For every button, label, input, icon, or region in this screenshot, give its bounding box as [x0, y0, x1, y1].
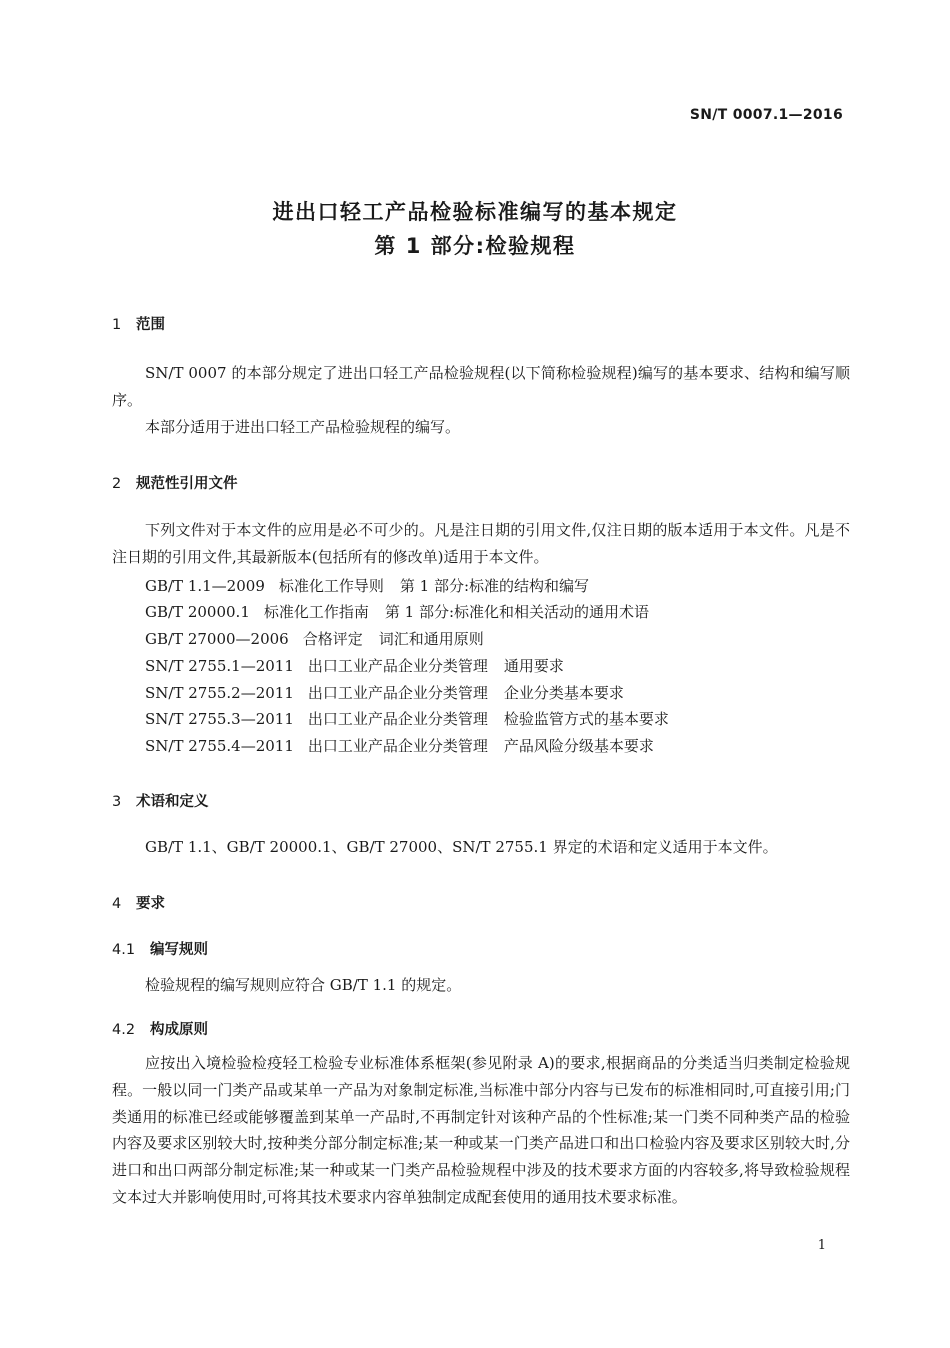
section-heading-normative-references	[112, 472, 238, 493]
reference-code: GB/T 20000.1	[145, 603, 250, 621]
section-title: 范围	[136, 317, 165, 333]
reference-title: 合格评定	[302, 630, 363, 648]
page-number: 1	[817, 1238, 826, 1253]
section-heading-requirements	[112, 892, 165, 913]
reference-part: 第 1 部分:标准的结构和编写	[399, 577, 590, 595]
scope-paragraph-2: 本部分适用于进出口轻工产品检验规程的编写。	[145, 418, 461, 436]
references-intro-paragraph: 下列文件对于本文件的应用是必不可少的。凡是注日期的引用文件,仅注日期的版本适用于本文件。凡是不注日期的引用文件,其最新版本(包括所有的修改单)适用于本文件。	[112, 521, 850, 566]
subsection-title: 编写规则	[150, 942, 208, 958]
subsection-heading-composition-principles	[112, 1018, 208, 1039]
section-title: 术语和定义	[136, 794, 209, 810]
section-heading-terms-definitions	[112, 790, 209, 811]
reference-title: 出口工业产品企业分类管理	[307, 737, 488, 755]
section-number: 4	[112, 896, 122, 912]
subsection-number: 4.2	[112, 1022, 136, 1038]
section-heading-scope	[112, 313, 165, 334]
reference-part: 第 1 部分:标准化和相关活动的通用术语	[384, 603, 650, 621]
reference-part: 产品风险分级基本要求	[503, 737, 654, 755]
reference-item	[145, 682, 624, 703]
subsection-number: 4.1	[112, 942, 136, 958]
section-number: 3	[112, 794, 122, 810]
reference-code: SN/T 2755.3—2011	[145, 710, 294, 728]
reference-code: SN/T 2755.2—2011	[145, 684, 294, 702]
reference-item	[145, 708, 669, 729]
subsection-title: 构成原则	[150, 1022, 208, 1038]
reference-part: 检验监管方式的基本要求	[503, 710, 669, 728]
reference-part: 词汇和通用原则	[378, 630, 484, 648]
reference-title: 标准化工作导则	[278, 577, 384, 595]
section-title: 要求	[136, 896, 165, 912]
drafting-rules-paragraph: 检验规程的编写规则应符合 GB/T 1.1 的规定。	[145, 976, 462, 994]
reference-item	[145, 628, 484, 649]
reference-code: GB/T 1.1—2009	[145, 577, 265, 595]
scope-paragraph-1: SN/T 0007 的本部分规定了进出口轻工产品检验规程(以下简称检验规程)编写的基本要求、结构和编写顺序。	[112, 364, 850, 409]
terms-paragraph: GB/T 1.1、GB/T 20000.1、GB/T 27000、SN/T 2755.1 界定的术语和定义适用于本文件。	[145, 838, 778, 856]
standard-code: SN/T 0007.1—2016	[689, 107, 843, 123]
reference-title: 出口工业产品企业分类管理	[307, 657, 488, 675]
composition-principles-paragraph: 应按出入境检验检疫轻工检验专业标准体系框架(参见附录 A)的要求,根据商品的分类适当归类制定检验规程。一般以同一门类产品或某单一产品为对象制定标准,当标准中部分内容与已发布的标准相同时,可直接引用;门类通用的标准已经或能够覆盖到某单一产品时,不再制定针对该种产品的个性标准;某一门类不同种类产品的检验内容及要求区别较大时,按种类分部分制定标准;某一种或某一门类产品进口和出口检验内容及要求区别较大时,分进口和出口两部分制定标准;某一种或某一门类产品检验规程中涉及的技术要求方面的内容较多,将导致检验规程文本过大并影响使用时,可将其技术要求内容单独制定成配套使用的通用技术要求标准。	[112, 1054, 850, 1206]
section-number: 1	[112, 317, 122, 333]
document-subtitle: 第 1 部分:检验规程	[374, 234, 576, 258]
reference-item	[145, 601, 649, 622]
reference-title: 出口工业产品企业分类管理	[307, 710, 488, 728]
reference-title: 出口工业产品企业分类管理	[307, 684, 488, 702]
section-number: 2	[112, 476, 122, 492]
reference-code: GB/T 27000—2006	[145, 630, 289, 648]
reference-code: SN/T 2755.4—2011	[145, 737, 294, 755]
reference-code: SN/T 2755.1—2011	[145, 657, 294, 675]
reference-part: 通用要求	[503, 657, 564, 675]
reference-item	[145, 655, 564, 676]
subsection-heading-drafting-rules	[112, 938, 208, 959]
section-title: 规范性引用文件	[136, 476, 238, 492]
reference-item	[145, 735, 654, 756]
reference-title: 标准化工作指南	[263, 603, 369, 621]
reference-part: 企业分类基本要求	[503, 684, 624, 702]
reference-item	[145, 575, 589, 596]
document-title: 进出口轻工产品检验标准编写的基本规定	[272, 200, 678, 224]
